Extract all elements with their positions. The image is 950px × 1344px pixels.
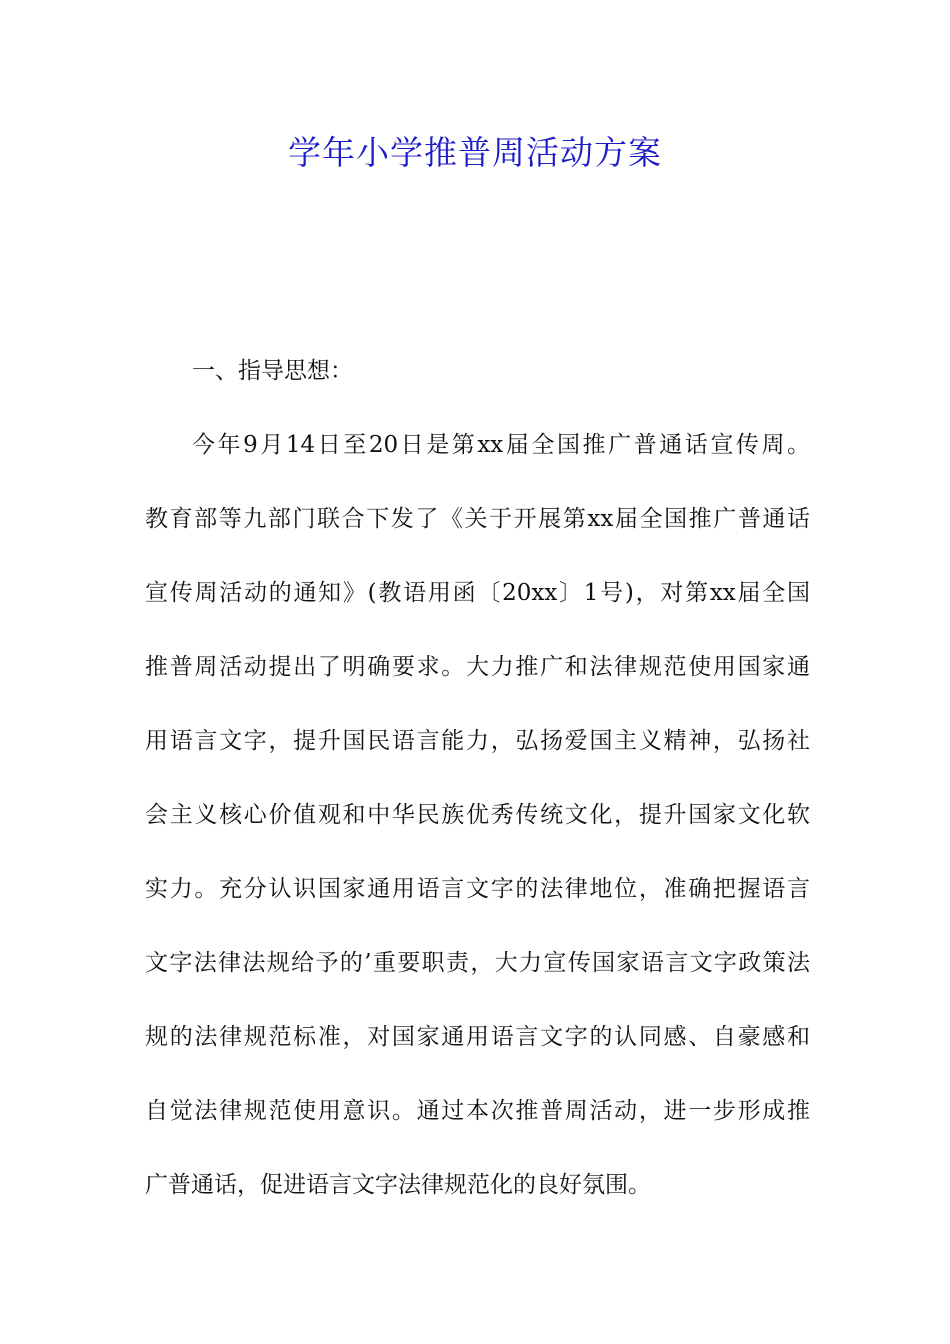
- paragraph-line: 教育部等九部门联合下发了《关于开展第xx届全国推广普通话: [145, 506, 810, 532]
- paragraph-line: 今年9月14日至20日是第xx届全国推广普通话宣传周。: [192, 432, 810, 458]
- document-body: [145, 334, 810, 1222]
- paragraph-line: 会主义核心价值观和中华民族优秀传统文化，提升国家文化软: [145, 802, 810, 828]
- paragraph-line: 文字法律法规给予的’重要职责，大力宣传国家语言文字政策法: [145, 950, 810, 976]
- section-heading: 一、指导思想：: [192, 358, 353, 384]
- paragraph-line: 宣传周活动的通知》(教语用函〔20xx〕1号)，对第xx届全国: [145, 580, 810, 606]
- paragraph-line: 用语言文字，提升国民语言能力，弘扬爱国主义精神，弘扬社: [145, 728, 810, 754]
- paragraph-line: 自觉法律规范使用意识。通过本次推普周活动，进一步形成推: [145, 1098, 810, 1124]
- paragraph-line: 广普通话，促进语言文字法律规范化的良好氛围。: [145, 1172, 651, 1198]
- paragraph-line: 推普周活动提出了明确要求。大力推广和法律规范使用国家通: [145, 654, 810, 680]
- document-title: 学年小学推普周活动方案: [288, 133, 662, 172]
- paragraph-line: 实力。充分认识国家通用语言文字的法律地位，准确把握语言: [145, 876, 810, 902]
- paragraph-line: 规的法律规范标准，对国家通用语言文字的认同感、自豪感和: [145, 1024, 810, 1050]
